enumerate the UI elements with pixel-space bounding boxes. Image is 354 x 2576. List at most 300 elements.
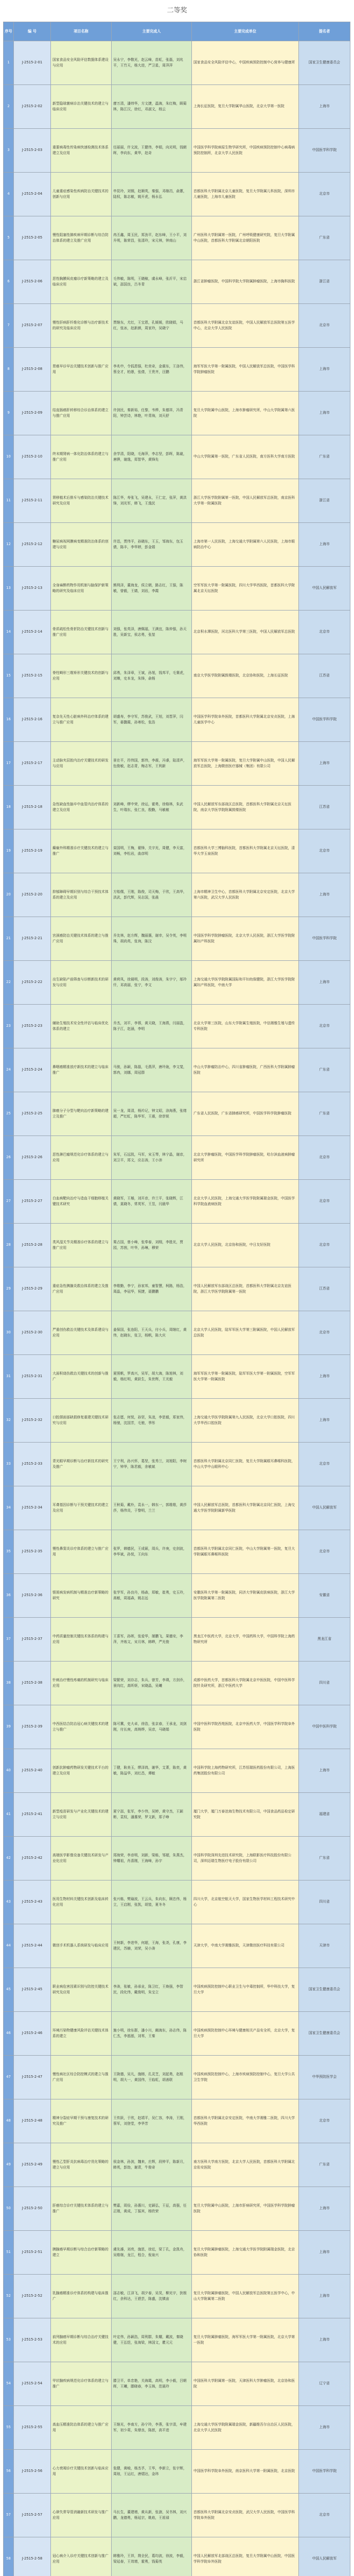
cell-number: J-2515-2-19 (14, 829, 51, 873)
cell-project: 新型隐球菌病诊治关键技术的建立与临床应用 (51, 85, 112, 129)
cell-project: 中药质量控制关键技术体系的构建与应用 (51, 1618, 112, 1662)
cell-number: J-2515-2-45 (14, 1968, 51, 2012)
table-row (4, 2056, 350, 2099)
cell-number: J-2515-2-32 (14, 1399, 51, 1443)
cell-project: 复杂先天性心脏病外科治疗体系的建立与推广应用 (51, 698, 112, 742)
cell-main-people: 张健，黄峻，杨杰孚，王华，李新立，张宇辉，周琼，王运红，唐熠达，金玮 (112, 2450, 192, 2494)
cell-number: J-2515-2-55 (14, 2406, 51, 2450)
cell-number: J-2515-2-53 (14, 2318, 51, 2362)
cell-nominator: 江苏省 (299, 1267, 350, 1311)
table-row (4, 2099, 350, 2143)
cell-index: 4 (4, 173, 14, 216)
cell-nominator: 上海市 (299, 348, 350, 392)
cell-units: 浙江大学医学院附属第一医院，中国人民解放军总医院，南京医科大学第一附属医院 (192, 479, 299, 523)
cell-main-people: 夏宁邵，张军，李少伟，吴婷，黄守杰，王颖彬，袁权，潘惠荣，罗文新，郑子峥 (112, 1793, 192, 1837)
cell-nominator: 福建省 (299, 1793, 350, 1837)
cell-number: J-2515-2-40 (14, 1749, 51, 1793)
cell-project: 癫痫外科精准诊疗关键技术的建立与推广 (51, 829, 112, 873)
cell-nominator: 广东省 (299, 1837, 350, 1880)
cell-main-people: 李涛，张敏，孙承业，陈卫红，王焕强，李智民，段化伟，戴俊明，朱宝立 (112, 1968, 192, 2012)
cell-main-people: 王继光，李南方，孙宁玲，李燕，张宇清，牟建军，初少莉，朱鼎良，陈歆，高平进 (112, 2406, 192, 2450)
cell-nominator: 北京市 (299, 2099, 350, 2143)
cell-nominator: 浙江省 (299, 260, 350, 304)
cell-units: 首都医科大学附属北京儿童医院，复旦大学附属儿科医院，深圳市儿童医院，上海市儿童医院 (192, 173, 299, 216)
table-row (4, 41, 350, 85)
cell-units: 首都医科大学附属北京安定医院，中南大学湘雅二医院，四川大学华西医院 (192, 2099, 299, 2143)
cell-units: 中国人民解放军东部战区总医院，首都医科大学附属北京友谊医院，浙江大学医学院附属第一医院 (192, 1267, 299, 1311)
cell-number: J-2515-2-20 (14, 873, 51, 917)
cell-project: 类风湿关节炎精准诊疗体系的建立与推广应用 (51, 1224, 112, 1267)
table-row (4, 1793, 350, 1837)
cell-nominator: 国家卫生健康委员会 (299, 1968, 350, 2012)
cell-nominator: 中国人民解放军 (299, 567, 350, 611)
cell-number: J-2515-2-02 (14, 85, 51, 129)
cell-nominator: 北京市 (299, 1180, 350, 1224)
cell-project: 胰腺癌早期诊断与综合治疗新策略的建立 (51, 2231, 112, 2275)
table-row (4, 1443, 350, 1486)
cell-number: J-2515-2-28 (14, 1224, 51, 1267)
table-row (4, 2012, 350, 2056)
cell-index: 26 (4, 1136, 14, 1180)
cell-nominator: 中国人民解放军 (299, 1486, 350, 1530)
table-row (4, 2450, 350, 2494)
cell-index: 11 (4, 479, 14, 523)
cell-project: 微创手术机器人系统研发与临床应用 (51, 1924, 112, 1968)
cell-main-people: 张罗，韩德民，王成硕，周兵，许庚，史剑波，李华斌，孙悦，王向东 (112, 1530, 192, 1574)
cell-index: 45 (4, 1968, 14, 2012)
cell-index: 35 (4, 1530, 14, 1574)
cell-project: 出生缺陷产前筛查与诊断新技术的研发与应用 (51, 961, 112, 1005)
cell-nominator: 北京市 (299, 173, 350, 216)
table-row (4, 873, 350, 917)
cell-index: 17 (4, 742, 14, 786)
cell-project: 慢性鼻窦炎诊疗体系的建立与推广应用 (51, 1530, 112, 1574)
cell-main-people: 廖万清，潘炜华，方文捷，温海，朱红梅，顾菊林，陈江汉，徐红，邓淑文，杨云 (112, 85, 192, 129)
cell-main-people: 姜保国，张连阳，王天兵，付小兵，周继红，黄伟，赵晓东，张卫，杨帆，陈大庆 (112, 1311, 192, 1355)
cell-number: J-2515-2-37 (14, 1618, 51, 1662)
cell-main-people: 许迅，贾伟平，孙晓东，王玉，邹海东，包玉倩，陈丰，李华婷，彭金娟 (112, 523, 192, 567)
cell-project: 全身麻醉药物作用机制与脑保护新策略的研究及临床应用 (51, 567, 112, 611)
cell-main-people: 侯金林，孙剑，魏来，庄辉，段钟平，陈新月，韩英，彭劼，谢青，牛俊奇 (112, 2143, 192, 2187)
cell-nominator: 北京市 (299, 1311, 350, 1355)
cell-project: 糖尿病视网膜病变精准防治体系的创建与应用 (51, 523, 112, 567)
cell-project: 高血压精准防治体系的建立与推广应用 (51, 2406, 112, 2450)
cell-project: 乳腺癌精准诊疗体系的构建与临床推广 (51, 2275, 112, 2318)
cell-units: 北京大学第三医院，山东大学附属生殖医院，中信湘雅生殖与遗传专科医院 (192, 1005, 299, 1048)
award-table (3, 22, 350, 2576)
cell-project: 脊柱畸形三维矫形关键技术的创新与应用 (51, 654, 112, 698)
table-row (4, 304, 350, 348)
cell-index: 47 (4, 2056, 14, 2099)
table-row (4, 917, 350, 961)
cell-nominator: 四川省 (299, 1880, 350, 1924)
cell-main-people: 夏照帆，罗高兴，吴军，胡大海，陈旭林，刘毅，杨红明，黄跃生，朱世辉，王光毅 (112, 1355, 192, 1399)
cell-index: 16 (4, 698, 14, 742)
cell-number: J-2515-2-03 (14, 129, 51, 173)
cell-project: 恶性淋巴瘤规范化诊疗体系的建立与应用 (51, 1136, 112, 1180)
cell-main-people: 虞先濬，刘亮，施思，徐近，梁丁孔，金凯舟，吴维继，龙江，程合，倪泉兴 (112, 2231, 192, 2275)
cell-units: 上海市第一人民医院，上海交通大学附属第六人民医院，上海市眼病防治中心 (192, 523, 299, 567)
cell-main-people: 张兴栋，樊瑜波，王云兵，朱向东，顾忠伟，杨立，王启刚，张凯，胡堃，夏冬冬 (112, 1880, 192, 1924)
cell-main-people: 吴永宁，李敬光，赵云峰，苗虹，张磊，刘兆平，王竹天，杨大进，严卫星，周萍萍 (112, 41, 192, 85)
cell-project: 创新抗肿瘤药物研发关键技术平台的建立及应用 (51, 1749, 112, 1793)
cell-units: 广州医科大学附属第一医院，广州呼吸健康研究院，复旦大学附属中山医院，首都医科大学附属北京朝阳医院 (192, 216, 299, 260)
cell-main-people: 邵志敏，江泽飞，胡夕春，吴炅，柳光宇，狄根红，余科达，王碧芸，陈盛，沈镇宙 (112, 2275, 192, 2318)
cell-units: 海军军医大学第一附属医院，陆军军医大学第一附属医院，空军军医大学第一附属医院 (192, 1355, 299, 1399)
table-row (4, 1399, 350, 1443)
cell-number: J-2515-2-26 (14, 1136, 51, 1180)
cell-nominator: 广东省 (299, 216, 350, 260)
cell-main-people: 栾国明，王梅，翟锋，关宇光，周健，李天富，刘畅，李松岩，曲彦明 (112, 829, 192, 873)
cell-units: 中山大学肿瘤防治中心，四川省肿瘤医院，广西医科大学附属肿瘤医院 (192, 1048, 299, 1092)
cell-units: 上海长征医院，复旦大学附属华山医院，北京大学第一医院 (192, 85, 299, 129)
cell-number: J-2515-2-04 (14, 173, 51, 216)
cell-number: J-2515-2-33 (14, 1443, 51, 1486)
cell-main-people: 刘新峰，缪中荣，徐运，霍勇，徐格林，朱武生，叶瑞东，张仁良，殷勤，马敏敏 (112, 786, 192, 829)
cell-index: 25 (4, 1092, 14, 1136)
cell-project: 恶性胸膜间皮瘤诊疗新策略的建立及临床应用 (51, 260, 112, 304)
cell-units: 中国医学科学院阜外医院，首都医科大学附属北京安贞医院，上海儿童医学中心 (192, 698, 299, 742)
cell-main-people: 马骏，孙颖，陈磊，毛燕萍，唐玲珑，李文斐，郭冉，刘娜，周冠群 (112, 1048, 192, 1092)
cell-index: 51 (4, 2231, 14, 2275)
cell-nominator: 中国医学科学院 (299, 129, 350, 173)
cell-index: 13 (4, 567, 14, 611)
cell-number: J-2515-2-18 (14, 786, 51, 829)
cell-nominator: 辽宁省 (299, 2362, 350, 2406)
cell-number: J-2515-2-38 (14, 1662, 51, 1705)
cell-main-people: 毛伟敏，陈明，王晓稼，虞永峰，张沂平，宋启斌，邵国良，吕冬青 (112, 260, 192, 304)
cell-project: 严重创伤救治关键技术及体系建设与应用 (51, 1311, 112, 1355)
table-row (4, 1880, 350, 1924)
header-nominator: 提名者 (299, 22, 350, 41)
cell-index: 37 (4, 1618, 14, 1662)
cell-project: 职业病危害因素识别与防控关键技术研究及应用 (51, 1968, 112, 2012)
cell-main-people: 方贻儒，王刚，陈俊，司天梅，于欣，王高华，洪武，彭代辉，吴志国，张晨 (112, 873, 192, 917)
cell-index: 30 (4, 1311, 14, 1355)
cell-main-people: 王传跃，于欣，赵靖平，吴仁容，李涛，王刚，蔡军，刘登堂，李华芳 (112, 2099, 192, 2143)
cell-units: 上海交通大学医学院附属第九人民医院，北京大学口腔医院，四川大学华西口腔医院 (192, 1399, 299, 1443)
cell-number: J-2515-2-27 (14, 1180, 51, 1224)
table-row (4, 1486, 350, 1530)
cell-project: 青光眼早期诊断与治疗新技术的研究及推广 (51, 1443, 112, 1486)
cell-project: 国家食品安全风险评估数据体系建设与应用 (51, 41, 112, 85)
cell-number: J-2515-2-11 (14, 479, 51, 523)
table-row (4, 1005, 350, 1048)
cell-nominator: 上海市 (299, 1355, 350, 1399)
table-row (4, 742, 350, 786)
cell-index: 29 (4, 1267, 14, 1311)
cell-index: 3 (4, 129, 14, 173)
table-row (4, 1136, 350, 1180)
table-row (4, 1618, 350, 1662)
cell-project: 儿童重症感染性疾病防治关键技术的创新与应用 (51, 173, 112, 216)
cell-nominator: 江苏省 (299, 786, 350, 829)
cell-main-people: 任丽丽，许文波，王健伟，李娟，向光明，钱朝晖，李向东，黄华，赵奇 (112, 129, 192, 173)
table-row (4, 1092, 350, 1136)
cell-index: 5 (4, 216, 14, 260)
cell-number: J-2515-2-34 (14, 1486, 51, 1530)
cell-units: 复旦大学附属肿瘤医院，中国人民解放军总医院第五医学中心，中山大学附属第二医院 (192, 2275, 299, 2318)
cell-project: 慢性病社区综合防控模式的建立与推广应用 (51, 2056, 112, 2099)
table-row (4, 1705, 350, 1749)
table-row (4, 1749, 350, 1793)
cell-units: 浙江省肿瘤医院，中国科学院大学附属肿瘤医院，上海市胸科医院 (192, 260, 299, 304)
cell-project: 甲状腺疾病规范化诊疗体系的建立与推广 (51, 2362, 112, 2406)
cell-project: 慢性肝病肝纤维化诊断与治疗新技术的研究及临床应用 (51, 304, 112, 348)
table-row (4, 1048, 350, 1092)
cell-main-people: 樊嘉，周俭，孙惠川，史颖弘，王征，高强，任正刚，黄成，丁振宾，杨欣荣 (112, 2187, 192, 2231)
cell-main-people: 滕卫平，单忠艳，关海霞，高明，李小毅，吕朝晖，王曦，滕晓春，李玉姝，范晨玲 (112, 2362, 192, 2406)
cell-project: 重要病毒性传染病快速检测技术体系建立及应用 (51, 129, 112, 173)
cell-nominator: 北京市 (299, 1005, 350, 1048)
cell-index: 1 (4, 41, 14, 85)
table-row (4, 786, 350, 829)
table-row (4, 1267, 350, 1311)
cell-index: 38 (4, 1662, 14, 1705)
table-row (4, 1311, 350, 1355)
cell-index: 31 (4, 1355, 14, 1399)
cell-main-people: 张学军，孙良丹，杨森，郑敏，崔勇，史玉玲，高敏，周福森，姚志远 (112, 1574, 192, 1618)
cell-units: 中国人民解放军东部战区总医院，首都医科大学附属北京天坛医院，南京大学医学院附属鼓楼医院 (192, 786, 299, 829)
table-row (4, 348, 350, 392)
cell-project: 耳聋基因诊断与干预关键技术的建立及应用 (51, 1486, 112, 1530)
cell-number: J-2515-2-16 (14, 698, 51, 742)
cell-units: 北京积水潭医院，河北医科大学第三医院，中国人民解放军总医院 (192, 611, 299, 654)
cell-number: J-2515-2-22 (14, 961, 51, 1005)
cell-index: 19 (4, 829, 14, 873)
cell-index: 24 (4, 1048, 14, 1092)
cell-number: J-2515-2-54 (14, 2362, 51, 2406)
cell-units: 中国疾病预防控制中心，上海市疾病预防控制中心，复旦大学公共卫生学院 (192, 2056, 299, 2099)
cell-number: J-2515-2-06 (14, 260, 51, 304)
cell-main-people: 李维勤，李宁，孙家邦，童智慧，柯路，杨浩，周晶，李冠华，祝捷，聂鹏鹏 (112, 1267, 192, 1311)
cell-project: 结直肠癌肝转移综合诊治体系的建立与推广应用 (51, 392, 112, 435)
cell-project: 慢性乙型肝炎抗病毒治疗优化策略的建立与应用 (51, 2143, 112, 2187)
cell-project: 终末期肾病一体化防治体系的建立与推广应用 (51, 435, 112, 479)
table-row (4, 961, 350, 1005)
cell-number: J-2515-2-24 (14, 1048, 51, 1092)
cell-main-people: 熊利泽，董海龙，侯立朝，路志红，王强，陈敏，曾毅，王婧，刘岩，李霞 (112, 567, 192, 611)
cell-nominator: 江苏省 (299, 654, 350, 698)
cell-project: 宫颈癌防治关键技术体系的建立与推广应用 (51, 917, 112, 961)
cell-index: 18 (4, 786, 14, 829)
cell-index: 27 (4, 1180, 14, 1224)
cell-nominator: 中国中医科学院 (299, 1705, 350, 1749)
cell-number: J-2515-2-05 (14, 216, 51, 260)
cell-number: J-2515-2-30 (14, 1311, 51, 1355)
cell-project: 前列腺癌早期诊断与综合治疗关键技术的应用 (51, 2318, 112, 2362)
cell-index: 28 (4, 1224, 14, 1267)
cell-number: J-2515-2-56 (14, 2450, 51, 2494)
table-body (4, 41, 350, 2576)
cell-units: 首都医科大学附属北京安贞医院，武汉大学人民医院，中国医学科学院阜外医院 (192, 2494, 299, 2537)
cell-index: 7 (4, 304, 14, 348)
cell-number: J-2515-2-50 (14, 2187, 51, 2231)
cell-project: 口腔颌面部缺损修复重建关键技术研究与应用 (51, 1399, 112, 1443)
cell-nominator: 上海市 (299, 961, 350, 1005)
cell-project: 心力衰竭诊疗关键技术创新与临床应用 (51, 2450, 112, 2494)
cell-units: 首都医科大学三博脑科医院，首都医科大学附属北京天坛医院，清华大学玉泉医院 (192, 829, 299, 873)
cell-project: 白血病靶向治疗与造血干细胞移植关键技术研究 (51, 1180, 112, 1224)
cell-units: 中国医学科学院病原生物学研究所，中国疾病预防控制中心病毒病预防控制所，北京大学人民医院 (192, 129, 299, 173)
cell-units: 首都医科大学附属北京同仁医院，中山大学附属第一医院，复旦大学附属眼耳鼻喉科医院 (192, 1530, 299, 1574)
cell-units: 首都医科大学附属北京友谊医院，中国人民解放军总医院第五医学中心，北京大学人民医院 (192, 304, 299, 348)
cell-main-people: 胡盛寿，李守军，苏俊武，王旭，刘晋萍，闫军，晏馥霞，孙寒松，张浩 (112, 698, 192, 742)
cell-index: 42 (4, 1837, 14, 1880)
cell-main-people: 王喜军，孙晖，张爱华，屠鹏飞，果德安，李萍，齐炼文，宋月林，韩晔，严光俊 (112, 1618, 192, 1662)
cell-main-people: 景在平，符伟国，郭伟，李震，冯睿，陆清声，包俊敏，赵志青，梅志军，王利新 (112, 742, 192, 786)
cell-main-people: 王陇德，吴凡，施榕，孔灵芝，刘起勇，赵根明，胡大一，黄国伟，王临虹，胡善联 (112, 2056, 192, 2099)
cell-main-people: 吴一龙，周清，杨衿记，钟文昭，涂海燕，张绪超，严红虹，陈华军，王震，徐崇锐 (112, 1092, 192, 1136)
cell-units: 中国人民解放军总医院，首都医科大学附属北京同仁医院，上海交通大学医学院附属新华医院 (192, 1486, 299, 1530)
cell-nominator: 北京市 (299, 2494, 350, 2537)
cell-project: 肺癌分子分型与靶向治疗新策略的建立及推广 (51, 1092, 112, 1136)
cell-index: 57 (4, 2494, 14, 2537)
cell-units: 中国科学院上海药物研究所，江苏恒瑞医药股份有限公司，上海医药集团股份有限公司 (192, 1749, 299, 1793)
cell-main-people: 黄荷凤，徐晨明，段涛，刘俊涛，朱宇宁，邬玲仟，邓高丽，张宁，李文 (112, 961, 192, 1005)
cell-index: 52 (4, 2275, 14, 2318)
cell-main-people: 朱军，石远凯，马军，宋玉琴，林宁晶，谢彦，刘卫平，郑文，应志涛，王小沛 (112, 1136, 192, 1180)
table-row (4, 1224, 350, 1267)
cell-number: J-2515-2-17 (14, 742, 51, 786)
table-row (4, 2275, 350, 2318)
cell-nominator: 国家卫生健康委员会 (299, 41, 350, 85)
header-index: 序号 (4, 22, 14, 41)
cell-index: 48 (4, 2099, 14, 2143)
cell-project: 中西医结合防治冠心病关键技术的建立与推广 (51, 1705, 112, 1749)
cell-units: 中国人民解放军北部战区总医院，复旦大学附属中山医院，中国医学科学院阜外医院 (192, 2537, 299, 2576)
cell-index: 32 (4, 1399, 14, 1443)
cell-project: 肝癌综合诊疗关键技术体系的建立与推广 (51, 2187, 112, 2231)
cell-units: 四川大学，北京航空航天大学，国家生物医学材料工程技术研究中心 (192, 1880, 299, 1924)
cell-units: 复旦大学附属肿瘤医院，海军军医大学第一附属医院，北京大学第一医院 (192, 2318, 299, 2362)
cell-project: 环境污染物健康风险评估关键技术体系的建立 (51, 2012, 112, 2056)
cell-nominator: 上海市 (299, 2318, 350, 2362)
cell-nominator: 上海市 (299, 85, 350, 129)
cell-nominator: 国家卫生健康委员会 (299, 2012, 350, 2056)
cell-units: 北京大学人民医院，上海交通大学医学院附属瑞金医院，中国医学科学院血液病医院 (192, 1180, 299, 1224)
table-row (4, 85, 350, 129)
cell-index: 43 (4, 1880, 14, 1924)
table-row (4, 2318, 350, 2362)
cell-index: 9 (4, 392, 14, 435)
cell-number: J-2515-2-12 (14, 523, 51, 567)
table-row (4, 611, 350, 654)
cell-index: 2 (4, 85, 14, 129)
table-row (4, 173, 350, 216)
cell-main-people: 冉丕鑫，周玉民，郑劲平，赵东峰，王小平，刘升明，陈荣昌，张清玲，宋元林，钟南山 (112, 216, 192, 260)
cell-nominator: 北京市 (299, 304, 350, 348)
cell-nominator: 黑龙江省 (299, 1618, 350, 1662)
cell-index: 49 (4, 2143, 14, 2187)
cell-index: 53 (4, 2318, 14, 2362)
cell-index: 55 (4, 2406, 14, 2450)
header-project: 项目名称 (51, 22, 112, 41)
table-row (4, 1924, 350, 1968)
cell-number: J-2515-2-25 (14, 1092, 51, 1136)
cell-main-people: 张志愿，何悦，孙坚，朱凌，李思毅，郑家伟，杨驰，沈国芳，毛驰，季彤 (112, 1399, 192, 1443)
cell-index: 8 (4, 348, 14, 392)
cell-main-people: 许剑民，秦新裕，任黎，韦烨，朱德祥，冯青阳，钟芸诗，林艳，叶青海，刘天舒 (112, 392, 192, 435)
cell-index: 46 (4, 2012, 14, 2056)
cell-main-people: 申昆玲，刘钢，赵顺英，秦强，邓继岿，俞蕙，陆权，陈志敏，姚开虎，杨永弘 (112, 173, 192, 216)
cell-index: 14 (4, 611, 14, 654)
cell-units: 中山大学附属第一医院，广东省人民医院，南方医科大学南方医院 (192, 435, 299, 479)
cell-nominator: 中华预防医学会 (299, 2056, 350, 2099)
cell-units: 中国科学院深圳先进技术研究院，上海联影医疗科技股份有限公司，深圳迈瑞生物医疗电子股份有限公司 (192, 1837, 299, 1880)
cell-project: 针刺治疗慢性疼痛的机制研究与临床应用 (51, 1662, 112, 1705)
cell-index: 34 (4, 1486, 14, 1530)
cell-index: 33 (4, 1443, 14, 1486)
cell-nominator: 广东省 (299, 1048, 350, 1092)
cell-number: J-2515-2-14 (14, 611, 51, 654)
cell-number: J-2515-2-31 (14, 1355, 51, 1399)
table-row (4, 479, 350, 523)
table-row (4, 129, 350, 173)
cell-number: J-2515-2-52 (14, 2275, 51, 2318)
cell-project: 主动脉夹层腔内治疗关键技术的研发与应用 (51, 742, 112, 786)
cell-nominator: 广东省 (299, 2143, 350, 2187)
cell-units: 广东省人民医院，广东省肺癌研究所，中国医学科学院肿瘤医院 (192, 1092, 299, 1136)
cell-main-people: 王树新，李进华，何超，王海，张尧，孔康，李建民，苏赫，刘荣，吴小涛 (112, 1924, 192, 1968)
cell-nominator: 上海市 (299, 2231, 350, 2275)
cell-units: 北京大学肿瘤医院，中国医学科学院肿瘤医院，哈尔滨血液病肿瘤研究所 (192, 1136, 299, 1180)
table-row (4, 260, 350, 304)
cell-project: 辅助生殖技术安全性评估与临床优化体系的建立 (51, 1005, 112, 1048)
cell-index: 40 (4, 1749, 14, 1793)
cell-number: J-2515-2-51 (14, 2231, 51, 2275)
table-row (4, 654, 350, 698)
cell-project: 银屑病发病机制与精准治疗新策略的研究 (51, 1574, 112, 1618)
cell-nominator: 上海市 (299, 1749, 350, 1793)
cell-number: J-2515-2-41 (14, 1793, 51, 1837)
cell-number: J-2515-2-39 (14, 1705, 51, 1749)
cell-index: 15 (4, 654, 14, 698)
cell-nominator: 北京市 (299, 1224, 350, 1267)
cell-number: J-2515-2-47 (14, 2056, 51, 2099)
table-row (4, 2537, 350, 2576)
table-row (4, 829, 350, 873)
cell-project: 慢性阻塞性肺疾病早期诊断与综合防治体系的建立及推广应用 (51, 216, 112, 260)
cell-main-people: 叶定伟，孙颖浩，周利群，朱耀，戴波，秦晓健，王弘恺，张海梁，林国文，瞿元元 (112, 2318, 192, 2362)
cell-number: J-2515-2-10 (14, 435, 51, 479)
header-number: 编 号 (14, 22, 51, 41)
cell-number: J-2515-2-15 (14, 654, 51, 698)
table-row (4, 2187, 350, 2231)
cell-units: 北京大学人民医院，陆军军医大学第三附属医院，中国人民解放军总医院 (192, 1311, 299, 1355)
table-row (4, 392, 350, 435)
cell-number: J-2515-2-49 (14, 2143, 51, 2187)
table-row (4, 523, 350, 567)
cell-units: 空军军医大学第一附属医院，四川大学华西医院，首都医科大学附属北京天坛医院 (192, 567, 299, 611)
cell-main-people: 贾继东，尤红，王宝恩，孔媛媛，欧晓娟，马红，张冰，赵新颜，周家玲，吴晓宁 (112, 304, 192, 348)
cell-units: 上海交通大学医学院附属瑞金医院，新疆维吾尔自治区人民医院，北京大学人民医院 (192, 2406, 299, 2450)
cell-project: 急性缺血性脑卒中血管内治疗体系的建立及应用 (51, 786, 112, 829)
cell-units: 复旦大学附属中山医院，上海市肝病研究所，中国医学科学院肿瘤医院 (192, 2187, 299, 2231)
cell-project: 重症急性胰腺炎救治体系的建立及推广应用 (51, 1267, 112, 1311)
cell-number: J-2515-2-29 (14, 1267, 51, 1311)
cell-nominator: 安徽省 (299, 1574, 350, 1618)
table-row (4, 435, 350, 479)
cell-project: 医用生物材料关键技术创新及临床转化应用 (51, 1880, 112, 1924)
cell-nominator: 四川省 (299, 1662, 350, 1705)
cell-main-people: 刘强，张英泽，唐佩福，王满宜，陈仲强，孙天胜，吴新宝，侯志勇，张堃 (112, 611, 192, 654)
cell-index: 39 (4, 1705, 14, 1749)
cell-number: J-2515-2-21 (14, 917, 51, 961)
cell-nominator: 广东省 (299, 435, 350, 479)
cell-nominator: 中国医学科学院 (299, 2450, 350, 2494)
table-row (4, 1574, 350, 1618)
